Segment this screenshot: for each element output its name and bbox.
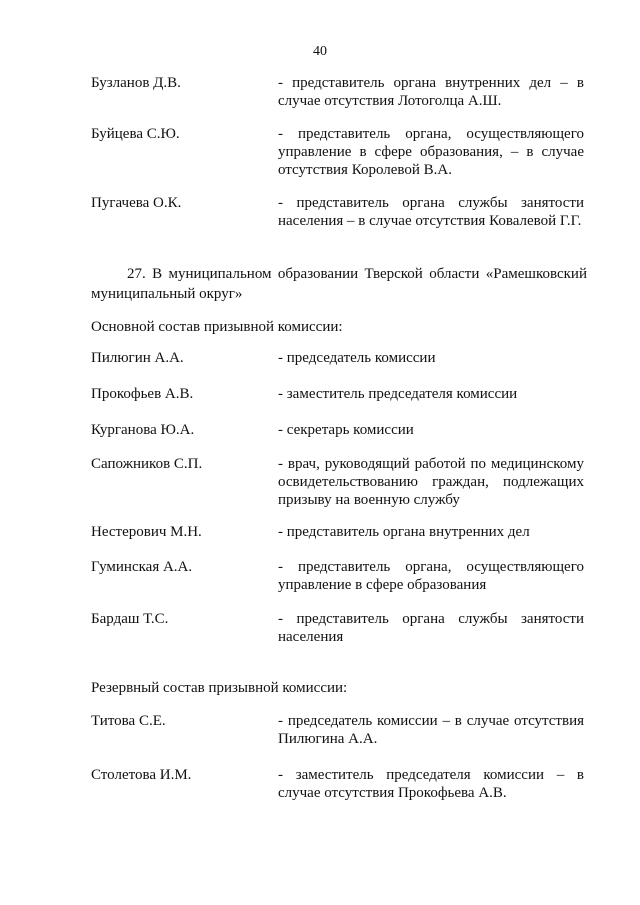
member-role: - представитель органа внутренних дел – в случае отсутствия Лотоголца А.Ш.: [278, 75, 584, 109]
member-role: - представитель органа внутренних дел: [278, 524, 530, 540]
member-role: - председатель комиссии: [278, 350, 436, 366]
member-name: Пилюгин А.А.: [91, 350, 184, 366]
member-name: Бузланов Д.В.: [91, 75, 181, 91]
main-composition-heading: Основной состав призывной комиссии:: [91, 319, 343, 335]
member-name: Титова С.Е.: [91, 713, 166, 729]
member-name: Курганова Ю.А.: [91, 422, 195, 438]
member-name: Буйцева С.Ю.: [91, 126, 180, 142]
member-name: Пугачева О.К.: [91, 195, 182, 211]
member-role: - представитель органа службы занятости населения: [278, 611, 584, 645]
member-name: Сапожников С.П.: [91, 456, 203, 472]
reserve-composition-heading: Резервный состав призывной комиссии:: [91, 680, 348, 696]
member-name: Столетова И.М.: [91, 767, 192, 783]
member-role: - врач, руководящий работой по медицинскому освидетельствованию граждан, подлежащих призыву на военную службу: [278, 456, 584, 508]
member-name: Гуминская А.А.: [91, 559, 193, 575]
member-role: - председатель комиссии – в случае отсутствия Пилюгина А.А.: [278, 713, 584, 747]
member-role: - заместитель председателя комиссии – в случае отсутствия Прокофьева А.В.: [278, 767, 584, 801]
member-role: - представитель органа, осуществляющего управление в сфере образования: [278, 559, 584, 593]
member-role: - заместитель председателя комиссии: [278, 386, 518, 402]
member-role: - представитель органа службы занятости населения – в случае отсутствия Ковалевой Г.Г.: [278, 195, 584, 229]
page-number: 40: [313, 44, 327, 59]
member-name: Нестерович М.Н.: [91, 524, 202, 540]
section-paragraph: 27. В муниципальном образовании Тверской области «Рамешковский муниципальный округ»: [91, 266, 587, 302]
member-role: - секретарь комиссии: [278, 422, 414, 438]
member-role: - представитель органа, осуществляющего управление в сфере образования, – в случае отсутствия Королевой В.А.: [278, 126, 584, 178]
member-name: Бардаш Т.С.: [91, 611, 169, 627]
member-name: Прокофьев А.В.: [91, 386, 194, 402]
